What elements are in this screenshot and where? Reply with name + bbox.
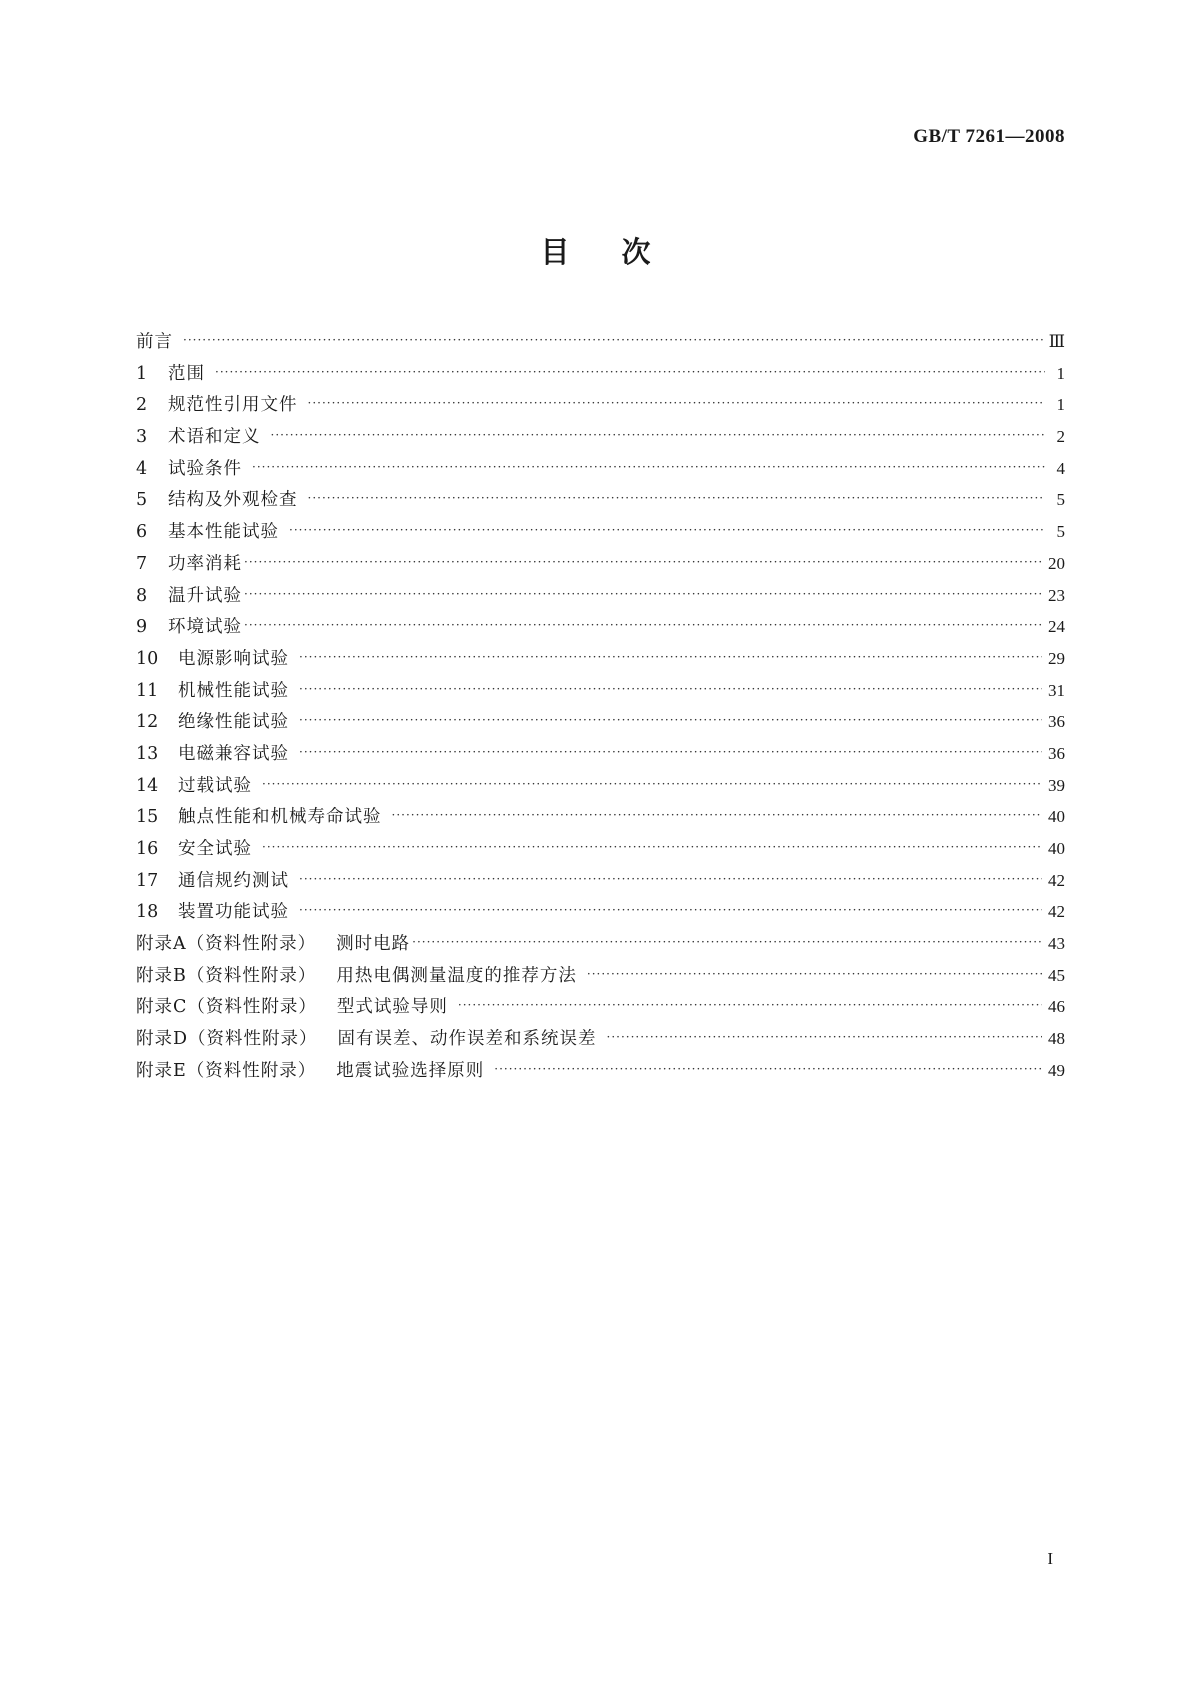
toc-entry-12[interactable] [136, 706, 1065, 738]
toc-entry-7[interactable] [136, 548, 1065, 580]
toc-entry-1[interactable] [136, 358, 1065, 390]
page-title: 目次 [540, 235, 703, 269]
toc-entry-foreword[interactable] [136, 326, 1065, 358]
toc-leader-dots [289, 515, 1045, 547]
toc-entry-page: 20 [1048, 553, 1065, 573]
toc-leader-dots [244, 547, 1042, 579]
toc-leader-dots [299, 737, 1042, 769]
toc-entry-number: 5 [136, 490, 148, 511]
toc-entry-page: 40 [1048, 807, 1065, 827]
toc-entry-page: 23 [1048, 585, 1065, 605]
toc-leader-dots [271, 420, 1046, 452]
toc-entry-10[interactable] [136, 643, 1065, 675]
toc-leader-dots [607, 1022, 1042, 1054]
toc-entry-label: 测时电路 [336, 934, 411, 955]
toc-annex-spacer [316, 1056, 336, 1088]
toc-entry-label: 触点性能和机械寿命试验 [178, 807, 382, 828]
toc-entry-page: 5 [1056, 490, 1065, 510]
table-of-contents [136, 326, 1065, 1087]
toc-entry-8[interactable] [136, 580, 1065, 612]
toc-entry-page: 2 [1056, 427, 1065, 447]
toc-entry-label: 功率消耗 [168, 553, 242, 574]
toc-entry-5[interactable] [136, 484, 1065, 516]
toc-entry-13[interactable] [136, 738, 1065, 770]
toc-entry-annex-d[interactable] [136, 1023, 1065, 1055]
toc-entry-label: 范围 [168, 363, 205, 384]
toc-entry-number: 1 [136, 363, 148, 384]
toc-entry-page: 36 [1048, 712, 1065, 732]
toc-entry-page: 1 [1056, 395, 1065, 415]
toc-entry-6[interactable] [136, 516, 1065, 548]
toc-annex-spacer [316, 961, 336, 993]
toc-entry-number: 2 [136, 395, 148, 416]
toc-entry-label: 规范性引用文件 [168, 395, 298, 416]
toc-entry-3[interactable] [136, 421, 1065, 453]
toc-entry-number: 10 [136, 648, 159, 669]
toc-leader-dots [299, 895, 1042, 927]
toc-entry-page: 48 [1048, 1029, 1065, 1049]
toc-entry-annex-b[interactable] [136, 960, 1065, 992]
toc-leader-dots [183, 325, 1043, 357]
toc-entry-label: 术语和定义 [168, 427, 261, 448]
toc-leader-dots [244, 579, 1042, 611]
toc-entry-page: 24 [1048, 617, 1065, 637]
toc-entry-page: 1 [1056, 363, 1065, 383]
toc-annex-prefix: 附录D（资料性附录） [136, 1029, 318, 1050]
toc-entry-page: 43 [1048, 934, 1065, 954]
toc-entry-label: 过载试验 [178, 775, 252, 796]
toc-entry-number: 18 [136, 902, 159, 923]
toc-entry-page: 40 [1048, 839, 1065, 858]
toc-entry-page: Ⅲ [1048, 332, 1065, 351]
toc-entry-number: 13 [136, 743, 159, 764]
toc-entry-label: 安全试验 [178, 839, 252, 859]
toc-annex-spacer [318, 1024, 338, 1056]
toc-leader-dots [494, 1054, 1042, 1086]
toc-entry-number: 6 [136, 522, 148, 543]
toc-entry-label: 绝缘性能试验 [178, 712, 289, 733]
toc-entry-17[interactable] [136, 865, 1065, 897]
toc-entry-page: 36 [1048, 743, 1065, 763]
toc-annex-spacer [317, 992, 337, 1024]
standard-code: GB/T 7261—2008 [913, 126, 1065, 147]
toc-entry-number: 17 [136, 870, 159, 891]
toc-leader-dots [299, 705, 1042, 737]
toc-entry-label: 装置功能试验 [178, 902, 289, 923]
toc-entry-number: 14 [136, 775, 159, 796]
toc-entry-page: 42 [1048, 870, 1065, 890]
toc-entry-number: 11 [136, 680, 159, 701]
toc-leader-dots [458, 990, 1042, 1022]
toc-entry-number: 16 [136, 839, 159, 859]
toc-entry-page: 46 [1048, 997, 1065, 1017]
toc-entry-label: 型式试验导则 [336, 997, 448, 1018]
toc-entry-label: 固有误差、动作误差和系统误差 [337, 1029, 597, 1050]
toc-leader-dots [587, 959, 1042, 991]
toc-entry-4[interactable] [136, 453, 1065, 485]
toc-entry-annex-c[interactable] [136, 991, 1065, 1023]
toc-entry-page: 31 [1048, 680, 1065, 700]
toc-annex-prefix: 附录B（资料性附录） [136, 965, 317, 986]
toc-entry-number: 7 [136, 553, 148, 574]
toc-annex-prefix: 附录C（资料性附录） [136, 997, 317, 1018]
toc-entry-number: 3 [136, 427, 148, 448]
toc-entry-number: 8 [136, 585, 148, 606]
toc-entry-label: 地震试验选择原则 [336, 1060, 485, 1081]
toc-entry-label: 机械性能试验 [178, 680, 289, 701]
toc-entry-page: 4 [1056, 458, 1065, 478]
toc-annex-prefix: 附录A（资料性附录） [136, 934, 317, 955]
toc-entry-14[interactable] [136, 770, 1065, 802]
toc-entry-label: 电磁兼容试验 [178, 743, 289, 764]
toc-leader-dots [262, 769, 1042, 801]
toc-entry-15[interactable] [136, 801, 1065, 833]
toc-annex-prefix: 附录E（资料性附录） [136, 1060, 317, 1081]
toc-entry-page: 39 [1048, 775, 1065, 795]
toc-entry-11[interactable] [136, 675, 1065, 707]
toc-leader-dots [244, 610, 1042, 642]
toc-leader-dots [299, 674, 1042, 706]
toc-entry-label: 基本性能试验 [168, 522, 279, 543]
toc-entry-label: 温升试验 [168, 585, 242, 606]
toc-entry-number: 4 [136, 458, 148, 479]
toc-entry-label: 通信规约测试 [178, 870, 289, 891]
toc-leader-dots [262, 832, 1042, 864]
toc-entry-9[interactable] [136, 611, 1065, 643]
toc-entry-annex-e[interactable] [136, 1055, 1065, 1087]
toc-entry-page: 49 [1048, 1060, 1065, 1080]
toc-entry-label: 结构及外观检查 [168, 490, 298, 511]
toc-entry-label: 前言 [136, 332, 173, 352]
toc-entry-page: 42 [1048, 902, 1065, 922]
toc-entry-label: 环境试验 [168, 617, 242, 638]
toc-entry-18[interactable] [136, 896, 1065, 928]
toc-leader-dots [299, 642, 1042, 674]
toc-leader-dots [392, 800, 1043, 832]
toc-annex-spacer [316, 929, 336, 961]
toc-entry-label: 用热电偶测量温度的推荐方法 [336, 965, 577, 986]
toc-leader-dots [299, 864, 1042, 896]
toc-entry-page: 5 [1056, 522, 1065, 542]
toc-leader-dots [252, 452, 1045, 484]
toc-entry-page: 29 [1048, 648, 1065, 668]
toc-entry-number: 15 [136, 807, 159, 828]
toc-entry-number: 9 [136, 617, 148, 638]
toc-entry-2[interactable] [136, 389, 1065, 421]
toc-entry-16[interactable] [136, 833, 1065, 865]
toc-leader-dots [308, 483, 1046, 515]
toc-entry-page: 45 [1048, 965, 1065, 985]
toc-leader-dots [412, 927, 1042, 959]
toc-entry-label: 电源影响试验 [178, 648, 289, 669]
page-number: I [1047, 1549, 1053, 1568]
toc-leader-dots [215, 357, 1045, 389]
toc-entry-number: 12 [136, 712, 159, 733]
toc-entry-label: 试验条件 [168, 458, 242, 479]
toc-leader-dots [308, 388, 1046, 420]
toc-entry-annex-a[interactable] [136, 928, 1065, 960]
